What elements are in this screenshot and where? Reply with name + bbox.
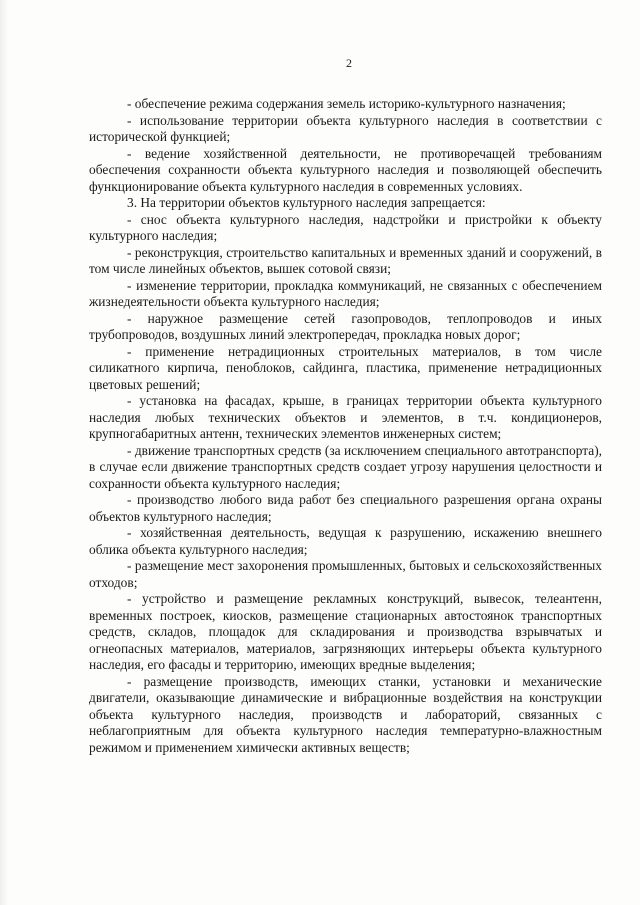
paragraph-territory-change: - изменение территории, прокладка коммуникаций, не связанных с обеспечением жизнедеятельности объекта культурного наследия; bbox=[89, 277, 602, 309]
paragraph-advertising: - устройство и размещение рекламных конструкций, вывесок, телеантенн, временных построек, киосков, размещение стационарных автостоянок транспортных средств, складов, площадок для складирования и производства взрывчатых и огнеопасных материалов, материалов, загрязняющих интерьеры объекта культурного наследия, его фасады и территорию, имеющих вредные выделения; bbox=[89, 591, 602, 672]
paragraph-territory-use: - использование территории объекта культурного наследия в соответствии с исторической функцией; bbox=[89, 112, 602, 144]
document-body bbox=[89, 96, 602, 756]
paragraph-materials: - применение нетрадиционных строительных материалов, в том числе силикатного кирпича, пеноблоков, сайдинга, пластика, применение нетрадиционных цветовых решений; bbox=[89, 343, 602, 392]
paragraph-technical-objects: - установка на фасадах, крыше, в границах территории объекта культурного наследия любых технических объектов и элементов, в т.ч. кондиционеров, крупногабаритных антенн, технических элементов инженерных систем; bbox=[89, 393, 602, 441]
page-number: 2 bbox=[346, 56, 352, 70]
paragraph-demolition: - снос объекта культурного наследия, надстройки и пристройки к объекту культурного наследия; bbox=[89, 211, 602, 243]
paragraph-production-facilities: - размещение производств, имеющих станки, установки и механические двигатели, оказывающие динамические и вибрационные воздействия на конструкции объекта культурного наследия, производств и лабораторий, связанных с неблагоприятным для объекта культурного наследия температурно-влажностным режимом и применением химически активных веществ; bbox=[89, 673, 602, 755]
paragraph-vehicle-traffic: - движение транспортных средств (за исключением специального автотранспорта), в случае если движение транспортных средств создает угрозу нарушения целостности и сохранности объекта культурного наследия; bbox=[89, 442, 602, 491]
paragraph-prohibitions-heading: 3. На территории объектов культурного наследия запрещается: bbox=[127, 195, 486, 210]
paragraph-waste-burial: - размещение мест захоронения промышленных, бытовых и сельскохозяйственных отходов; bbox=[89, 558, 602, 590]
paragraph-destructive-activity: - хозяйственная деятельность, ведущая к разрушению, искажению внешнего облика объекта культурного наследия; bbox=[89, 525, 602, 557]
paragraph-land-regime: - обеспечение режима содержания земель историко-культурного назначения; bbox=[127, 96, 566, 111]
paragraph-works-permit: - производство любого вида работ без специального разрешения органа охраны объектов культурного наследия; bbox=[89, 492, 602, 524]
scan-edge-shadow bbox=[0, 0, 8, 905]
paragraph-reconstruction: - реконструкция, строительство капитальных и временных зданий и сооружений, в том числе линейных объектов, вышек сотовой связи; bbox=[89, 244, 602, 276]
paragraph-pipelines: - наружное размещение сетей газопроводов, теплопроводов и иных трубопроводов, воздушных линий электропередач, прокладка новых дорог; bbox=[89, 310, 602, 342]
paragraph-economic-activity: - ведение хозяйственной деятельности, не противоречащей требованиям обеспечения сохранности объекта культурного наследия и позволяющей обеспечить функционирование объекта культурного наследия в современных условиях. bbox=[89, 145, 602, 194]
